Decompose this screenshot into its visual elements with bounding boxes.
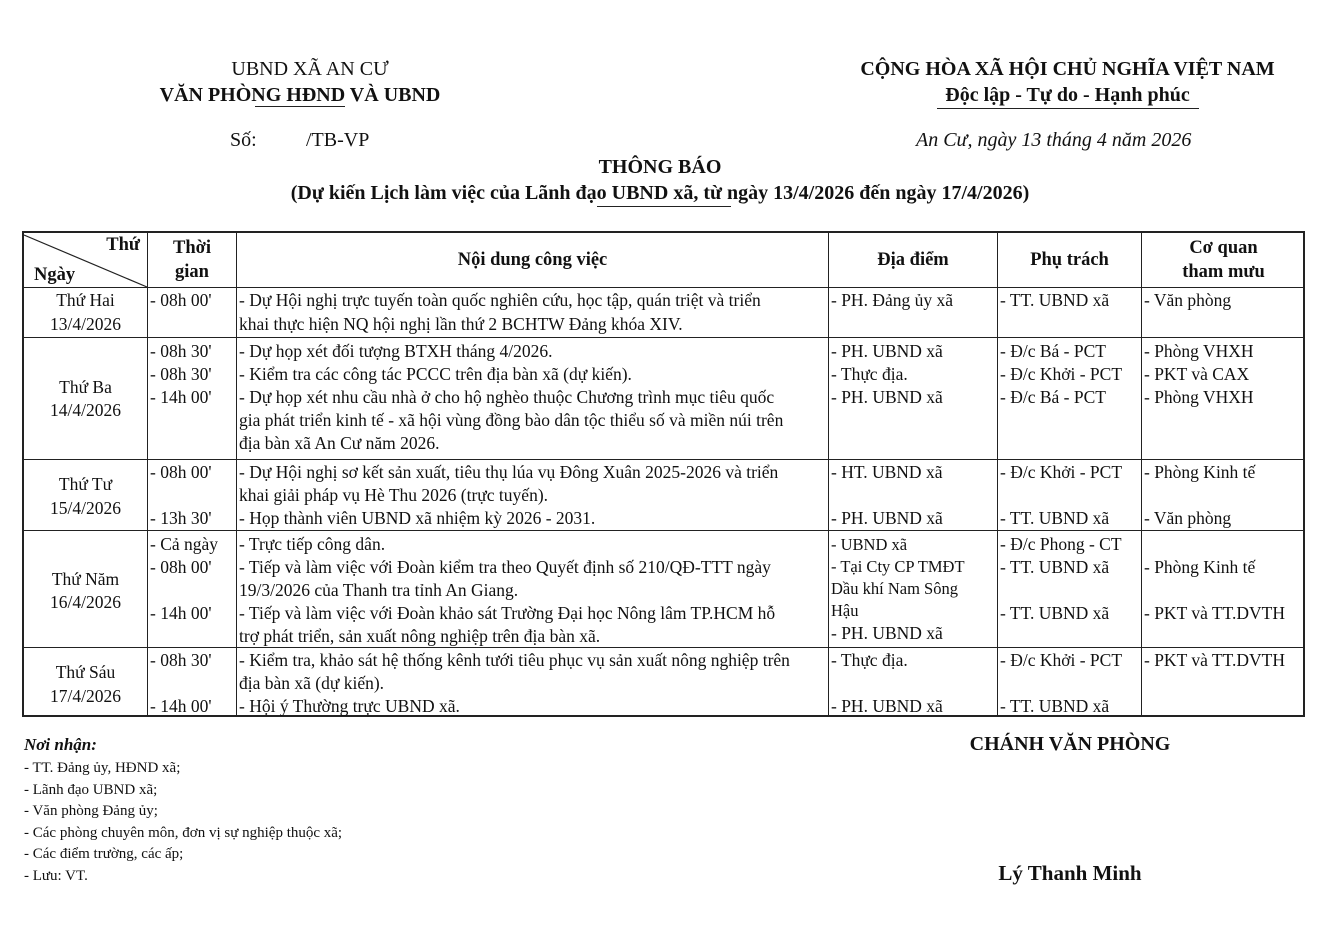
row-in-charge: - TT. UBND xã (1000, 603, 1110, 623)
row-time: - 08h 00' (150, 462, 212, 482)
row-in-charge: - TT. UBND xã (1000, 508, 1110, 528)
row-location: - PH. UBND xã (831, 387, 943, 407)
row-divider (24, 459, 1303, 460)
row-divider (24, 287, 1303, 288)
row-agency: - Văn phòng (1144, 290, 1232, 310)
header-in-charge: Phụ trách (1030, 250, 1109, 270)
signatory-name: Lý Thanh Minh (998, 861, 1142, 885)
row-in-charge: - Đ/c Khởi - PCT (1000, 462, 1123, 482)
row-location: - Thực địa. (831, 650, 908, 670)
row-time: - Cả ngày (150, 534, 219, 554)
schedule-table (22, 231, 1305, 717)
recipient-item: - Các điểm trường, các ấp; (24, 846, 184, 862)
recipients-list (24, 758, 342, 887)
row-content: 19/3/2026 của Thanh tra tỉnh An Giang. (239, 580, 519, 600)
row-agency: - Phòng VHXH (1144, 387, 1254, 407)
row-content: khai giải pháp vụ Hè Thu 2026 (trực tuyến). (239, 485, 549, 505)
document-subtitle: (Dự kiến Lịch làm việc của Lãnh đạo UBND xã, từ ngày 13/4/2026 đến ngày 17/4/2026) (290, 182, 1030, 204)
recipients-label: Nơi nhận: (24, 735, 97, 754)
row-date: 14/4/2026 (50, 400, 121, 420)
row-date: 13/4/2026 (50, 314, 121, 334)
col-divider (997, 233, 998, 715)
header-date: Ngày (34, 265, 76, 285)
row-location: - PH. UBND xã (831, 623, 943, 643)
row-content: - Hội ý Thường trực UBND xã. (239, 696, 460, 716)
row-in-charge: - TT. UBND xã (1000, 696, 1110, 716)
recipient-item: - Lãnh đạo UBND xã; (24, 781, 158, 798)
document-number: /TB-VP (306, 129, 370, 151)
recipient-item: - Văn phòng Đảng ủy; (24, 803, 158, 819)
issuing-authority: UBND XÃ AN CƯ (231, 58, 389, 80)
header-agency-1: Cơ quan (1189, 238, 1258, 258)
col-divider (1141, 233, 1142, 715)
row-date: 16/4/2026 (50, 592, 121, 612)
row-day: Thứ Năm (51, 569, 120, 589)
recipient-item: - Lưu: VT. (24, 867, 88, 884)
national-motto: Độc lập - Tự do - Hạnh phúc (945, 84, 1190, 106)
row-day: Thứ Ba (59, 377, 112, 397)
row-content: - Kiểm tra, khảo sát hệ thống kênh tưới tiêu phục vụ sản xuất nông nghiệp trên (239, 650, 790, 670)
header-agency-2: tham mưu (1182, 262, 1265, 282)
row-divider (24, 530, 1303, 531)
office-underline (255, 106, 345, 107)
row-in-charge: - TT. UBND xã (1000, 557, 1110, 577)
motto-underline (937, 108, 1199, 109)
row-location: - Thực địa. (831, 364, 908, 384)
row-location: - HT. UBND xã (831, 462, 943, 482)
row-content: - Dự Hội nghị trực tuyến toàn quốc nghiên cứu, học tập, quán triệt và triển (239, 290, 761, 310)
place-date: An Cư, ngày 13 tháng 4 năm 2026 (916, 129, 1192, 151)
recipient-item: - Các phòng chuyên môn, đơn vị sự nghiệp thuộc xã; (24, 824, 343, 841)
row-day: Thứ Tư (58, 474, 113, 494)
row-content: địa bàn xã (dự kiến). (239, 673, 385, 693)
col-divider (236, 233, 237, 715)
row-time: - 08h 30' (150, 341, 212, 361)
row-in-charge: - Đ/c Khởi - PCT (1000, 650, 1123, 670)
row-content: gia phát triển kinh tế - xã hội vùng đồng bào dân tộc thiểu số và miền núi trên (239, 410, 784, 430)
row-content: - Kiểm tra các công tác PCCC trên địa bàn xã (dự kiến). (239, 364, 632, 384)
row-content: - Trực tiếp công dân. (239, 534, 386, 554)
row-time: - 14h 00' (150, 387, 212, 407)
row-date: 17/4/2026 (50, 686, 121, 706)
row-divider (24, 337, 1303, 338)
header-content: Nội dung công việc (457, 250, 608, 270)
row-location: - PH. Đảng ủy xã (831, 290, 953, 310)
row-agency: - PKT và CAX (1144, 364, 1250, 384)
row-time: - 13h 30' (150, 508, 212, 528)
row-content: trợ phát triển, sản xuất nông nghiệp trên địa bàn xã. (239, 626, 601, 646)
row-content: - Dự họp xét đối tượng BTXH tháng 4/2026. (239, 341, 553, 361)
header-time-2: gian (175, 262, 209, 282)
row-location: - UBND xã (831, 535, 908, 554)
row-location: - PH. UBND xã (831, 508, 943, 528)
row-time: - 14h 00' (150, 696, 212, 716)
row-content: - Tiếp và làm việc với Đoàn khảo sát Trường Đại học Nông lâm TP.HCM hỗ (239, 603, 776, 623)
row-in-charge: - Đ/c Phong - CT (1000, 534, 1122, 554)
row-date: 15/4/2026 (50, 498, 121, 518)
row-content: - Dự họp xét nhu cầu nhà ở cho hộ nghèo thuộc Chương trình mục tiêu quốc (239, 387, 775, 407)
row-location: - PH. UBND xã (831, 696, 943, 716)
signature-title: CHÁNH VĂN PHÒNG (969, 733, 1171, 755)
row-time: - 08h 30' (150, 650, 212, 670)
issuing-office: VĂN PHÒNG HĐND VÀ UBND (159, 84, 441, 106)
row-content: - Họp thành viên UBND xã nhiệm kỳ 2026 - 2031. (239, 508, 596, 528)
row-agency: - PKT và TT.DVTH (1144, 603, 1285, 623)
document-title: THÔNG BÁO (598, 156, 722, 178)
header-location: Địa điểm (877, 250, 949, 270)
document-number-label: Số: (230, 129, 257, 151)
row-location: Hậu (831, 601, 859, 620)
row-agency: - Văn phòng (1144, 508, 1232, 528)
row-day: Thứ Hai (56, 290, 115, 310)
header-day-of-week: Thứ (106, 235, 140, 255)
row-time: - 14h 00' (150, 603, 212, 623)
row-in-charge: - Đ/c Bá - PCT (1000, 387, 1106, 407)
row-divider (24, 647, 1303, 648)
row-in-charge: - Đ/c Bá - PCT (1000, 341, 1106, 361)
recipient-item: - TT. Đảng ủy, HĐND xã; (24, 760, 181, 776)
row-time: - 08h 30' (150, 364, 212, 384)
subtitle-underline (597, 206, 731, 207)
row-location: - PH. UBND xã (831, 341, 943, 361)
row-agency: - PKT và TT.DVTH (1144, 650, 1285, 670)
row-in-charge: - Đ/c Khởi - PCT (1000, 364, 1123, 384)
row-time: - 08h 00' (150, 557, 212, 577)
row-content: - Dự Hội nghị sơ kết sản xuất, tiêu thụ lúa vụ Đông Xuân 2025-2026 và triển (239, 462, 779, 482)
row-location: - Tại Cty CP TMĐT (831, 557, 965, 576)
row-agency: - Phòng Kinh tế (1144, 462, 1256, 482)
row-day: Thứ Sáu (55, 662, 116, 682)
row-agency: - Phòng Kinh tế (1144, 557, 1256, 577)
col-divider (828, 233, 829, 715)
col-divider (147, 233, 148, 715)
national-title: CỘNG HÒA XÃ HỘI CHỦ NGHĨA VIỆT NAM (860, 58, 1275, 80)
row-content: - Tiếp và làm việc với Đoàn kiểm tra theo Quyết định số 210/QĐ-TTT ngày (239, 557, 771, 577)
row-location: Dầu khí Nam Sông (831, 579, 958, 598)
row-in-charge: - TT. UBND xã (1000, 290, 1110, 310)
row-content: khai thực hiện NQ hội nghị lần thứ 2 BCHTW Đảng khóa XIV. (239, 314, 683, 334)
row-time: - 08h 00' (150, 290, 212, 310)
row-agency: - Phòng VHXH (1144, 341, 1254, 361)
header-time-1: Thời (172, 238, 211, 258)
row-content: địa bàn xã An Cư năm 2026. (239, 433, 440, 453)
